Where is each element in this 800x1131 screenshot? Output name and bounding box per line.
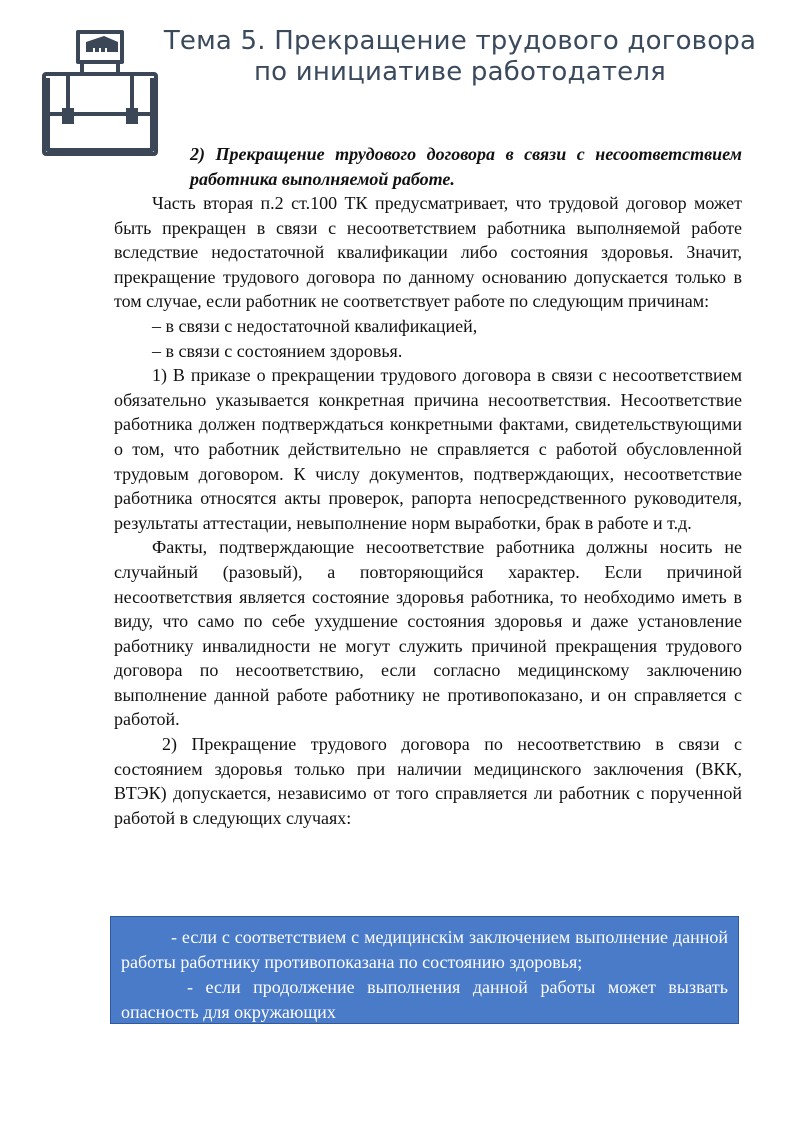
page-title	[160, 26, 760, 88]
callout-item-2: - если продолжение выполнения данной работы может вызвать опасность для окружающих	[121, 977, 728, 1022]
callout-item-1: - если с соответствием с медицинскім заключением выполнение данной работы работнику противопоказана по состоянию здоровья;	[121, 927, 728, 972]
subheading-line-2: работника выполняемой работе.	[190, 168, 455, 189]
callout-box	[110, 916, 739, 1024]
briefcase-icon	[38, 28, 162, 158]
subheading-line-1: 2) Прекращение трудового договора в связи с несоответствием	[190, 144, 742, 164]
paragraph-3: Факты, подтверждающие несоответствие работника должны носить не случайный (разовый), а повторяющийся характер. Если причиной несоответствия является состояние здоровья работника, то необходимо иметь в виду, что само по себе ухудшение состояния здоровья и даже установление работнику инвалидности не могут служить причиной прекращения трудового договора по несоответствию, если согласно медицинскому заключению выполнение данной работе работнику не противопоказано, и он справляется с работой.	[114, 537, 742, 730]
section-subheading	[190, 142, 742, 191]
list-item-health: – в связи с состоянием здоровья.	[152, 340, 403, 361]
paragraph-1: Часть вторая п.2 ст.100 ТК предусматривает, что трудовой договор может быть прекращен в связи с несоответствием работника выполняемой работе вследствие недостаточной квалификации либо состояния здоровья. Значит, прекращение трудового договора по данному основанию допускается только в том случае, если работник не соответствует работе по следующим причинам:	[114, 193, 742, 312]
paragraph-2: 1) В приказе о прекращении трудового договора в связи с несоответствием обязательно указывается конкретная причина несоответствия. Несоответствие работника должен подтверждаться конкретными фактами, свидетельствующими о том, что работник действительно не справляется с работой обусловленной трудовым договором. К числу документов, подтверждающих, несоответствие работника относятся акты проверок, рапорта непосредственного руководителя, результаты аттестации, невыполнение норм выработки, брак в работе и т.д.	[114, 365, 742, 533]
paragraph-4: 2) Прекращение трудового договора по несоответствию в связи с состоянием здоровья только при наличии медицинского заключения (ВКК, ВТЭК) допускается, независимо от того справляется ли работник с порученной работой в следующих случаях:	[114, 734, 742, 828]
title-line-1: Тема 5. Прекращение трудового договора	[163, 26, 757, 56]
body-text-block	[114, 191, 742, 830]
title-line-2: по инициативе работодателя	[253, 57, 667, 87]
list-item-qualification: – в связи с недостаточной квалификацией,	[152, 315, 478, 336]
